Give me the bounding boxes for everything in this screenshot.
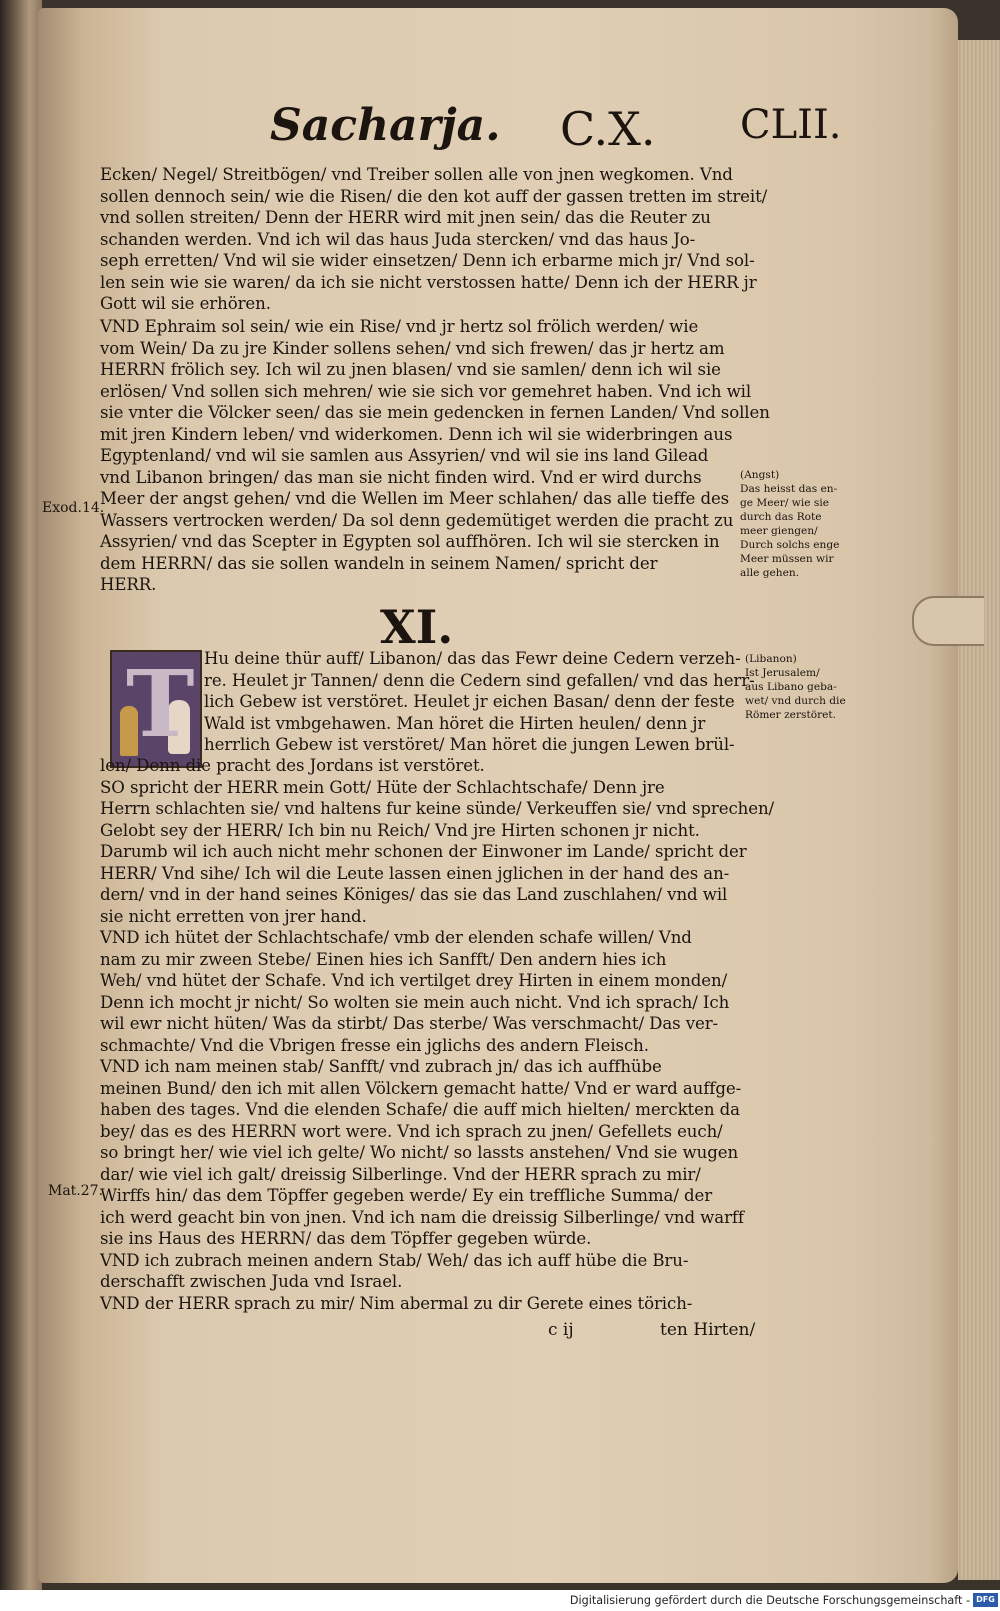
- text-line: Das heisst das en-: [740, 483, 838, 495]
- text-line: aus Libano geba-: [745, 681, 837, 693]
- text-block-c: [204, 648, 755, 756]
- dfg-logo: DFG: [973, 1593, 998, 1607]
- text-line: Weh/ vnd hütet der Schafe. Vnd ich vertilget drey Hirten in einem monden/: [100, 971, 728, 990]
- text-line: Wald ist vmbgehawen. Man höret die Hirten heulen/ denn jr: [204, 713, 706, 733]
- text-line: Denn ich mocht jr nicht/ So wolten sie mein auch nicht. Vnd ich sprach/ Ich: [100, 992, 730, 1012]
- text-line: dar/ wie viel ich galt/ dreissig Silberlinge. Vnd der HERR sprach zu mir/: [100, 1164, 701, 1184]
- text-line: Römer zerstöret.: [745, 709, 837, 721]
- text-line: nam zu mir zween Stebe/ Einen hies ich Sanfft/ Den andern hies ich: [100, 949, 667, 969]
- facing-page-edge: [0, 0, 42, 1590]
- text-line: Ist Jerusalem/: [745, 667, 820, 679]
- text-line: HERRN frölich sey. Ich wil zu jnen blasen/ vnd sie samlen/ denn ich wil sie: [100, 360, 721, 379]
- text-line: Meer müssen wir: [740, 553, 834, 565]
- text-line: sie vnter die Völcker seen/ das sie mein gedencken in fernen Landen/ Vnd sollen: [100, 403, 770, 422]
- margin-gloss-libanon: [745, 652, 846, 722]
- text-line: wil ewr nicht hüten/ Was da stirbt/ Das sterbe/ Was verschmacht/ Das ver-: [100, 1014, 719, 1033]
- text-line: erlösen/ Vnd sollen sich mehren/ wie sie sich vor gemehret haben. Vnd ich wil: [100, 381, 752, 401]
- text-line: VND der HERR sprach zu mir/ Nim abermal zu dir Gerete eines törich-: [100, 1293, 693, 1313]
- footer-bar: [0, 1590, 1000, 1611]
- margin-gloss-angst: [740, 468, 839, 580]
- text-line: alle gehen.: [740, 567, 800, 579]
- text-line: SO spricht der HERR mein Gott/ Hüte der Schlachtschafe/ Denn jre: [100, 777, 665, 797]
- running-head: [270, 100, 850, 170]
- text-line: Durch solchs enge: [740, 539, 840, 551]
- text-line: Darumb wil ich auch nicht mehr schonen der Einwoner im Lande/ spricht der: [100, 842, 747, 861]
- thumb-tab: [912, 596, 984, 646]
- text-line: schmachte/ Vnd die Vbrigen fresse ein jglichs des andern Fleisch.: [100, 1035, 649, 1055]
- running-head-book: Sacharja.: [270, 100, 501, 151]
- text-line: sie ins Haus des HERRN/ das dem Töpffer gegeben würde.: [100, 1229, 592, 1248]
- text-line: Wassers vertrocken werden/ Da sol denn gedemütiget werden die pracht zu: [100, 510, 734, 530]
- text-line: vom Wein/ Da zu jre Kinder sollens sehen/ vnd sich frewen/ das jr hertz am: [100, 338, 725, 358]
- running-head-chapter: C.X.: [560, 102, 656, 156]
- text-line: wet/ vnd durch die: [745, 695, 846, 707]
- text-line: VND ich hütet der Schlachtschafe/ vmb der elenden schafe willen/ Vnd: [100, 928, 692, 947]
- margin-reference-exod: Exod.14.: [42, 500, 105, 516]
- margin-reference-mat: Mat.27.: [48, 1183, 104, 1199]
- text-line: HERR/ Vnd sihe/ Ich wil die Leute lassen einen jglichen in der hand des an-: [100, 863, 730, 883]
- text-line: ich werd geacht bin von jnen. Vnd ich nam die dreissig Silberlinge/ vnd warff: [100, 1207, 744, 1227]
- text-line: VND ich zubrach meinen andern Stab/ Weh/ das ich auff hübe die Bru-: [100, 1250, 689, 1270]
- text-line: vnd Libanon bringen/ das man sie nicht finden wird. Vnd er wird durchs: [100, 467, 702, 487]
- text-line: derschafft zwischen Juda vnd Israel.: [100, 1272, 403, 1291]
- text-line: lich Gebew ist verstöret. Heulet jr eichen Basan/ denn der feste: [204, 692, 735, 711]
- text-line: re. Heulet jr Tannen/ denn die Cedern sind gefallen/ vnd das herr-: [204, 670, 755, 690]
- text-line: seph erretten/ Vnd wil sie wider einsetzen/ Denn ich erbarme mich jr/ Vnd sol-: [100, 251, 755, 270]
- text-line: Wirffs hin/ das dem Töpffer gegeben werde/ Ey ein treffliche Summa/ der: [100, 1186, 713, 1205]
- text-line: Ecken/ Negel/ Streitbögen/ vnd Treiber sollen alle von jnen wegkomen. Vnd: [100, 165, 733, 184]
- text-line: bey/ das es des HERRN wort were. Vnd ich sprach zu jnen/ Gefellets euch/: [100, 1121, 723, 1141]
- signature-mark: c ij: [548, 1320, 574, 1340]
- text-line: Meer der angst gehen/ vnd die Wellen im Meer schlahen/ das alle tieffe des: [100, 489, 730, 508]
- text-line: Gott wil sie erhören.: [100, 294, 271, 313]
- text-line: Gelobt sey der HERR/ Ich bin nu Reich/ Vnd jre Hirten schonen jr nicht.: [100, 820, 700, 840]
- text-line: sollen dennoch sein/ wie die Risen/ die den kot auff der gassen tretten im streit/: [100, 186, 768, 206]
- text-line: herrlich Gebew ist verstöret/ Man höret die jungen Lewen brül-: [204, 735, 735, 754]
- text-line: Hu deine thür auff/ Libanon/ das das Fewr deine Cedern verzeh-: [204, 649, 741, 668]
- text-line: dem HERRN/ das sie sollen wandeln in seinem Namen/ spricht der: [100, 553, 658, 573]
- text-line: VND Ephraim sol sein/ wie ein Rise/ vnd jr hertz sol frölich werden/ wie: [100, 317, 699, 336]
- text-line: vnd sollen streiten/ Denn der HERR wird mit jnen sein/ das die Reuter zu: [100, 208, 711, 227]
- text-block-b: [100, 316, 770, 596]
- text-block-a: [100, 164, 767, 315]
- text-line: dern/ vnd in der hand seines Königes/ das sie das Land zuschlahen/ vnd wil: [100, 885, 728, 904]
- text-line: HERR.: [100, 575, 157, 594]
- text-line: Egyptenland/ vnd wil sie samlen aus Assyrien/ vnd wil sie ins land Gilead: [100, 446, 709, 465]
- text-line: (Angst): [740, 469, 780, 481]
- text-line: durch das Rote: [740, 511, 822, 523]
- text-line: VND ich nam meinen stab/ Sanfft/ vnd zubrach jn/ das ich auffhübe: [100, 1057, 662, 1076]
- text-line: len/ Denn die pracht des Jordans ist verstöret.: [100, 756, 485, 775]
- text-line: meer giengen/: [740, 525, 818, 537]
- text-line: (Libanon): [745, 653, 797, 665]
- text-line: Assyrien/ vnd das Scepter in Egypten sol auffhören. Ich wil sie stercken in: [100, 532, 720, 551]
- folio-number: CLII.: [740, 102, 842, 148]
- text-line: haben des tages. Vnd die elenden Schafe/ die auff mich hielten/ merckten da: [100, 1100, 740, 1119]
- footer-credit: Digitalisierung gefördert durch die Deutsche Forschungsgemeinschaft -: [569, 1594, 970, 1607]
- text-line: Herrn schlachten sie/ vnd haltens fur keine sünde/ Verkeuffen sie/ vnd sprechen/: [100, 799, 775, 818]
- decorated-initial: [110, 650, 202, 768]
- text-line: so bringt her/ wie viel ich gelte/ Wo nicht/ so lassts anstehen/ Vnd sie wugen: [100, 1143, 739, 1162]
- text-block-d: [100, 755, 774, 1314]
- catchword: ten Hirten/: [660, 1320, 756, 1340]
- text-line: sie nicht erretten von jrer hand.: [100, 906, 367, 926]
- chapter-heading: XI.: [380, 600, 454, 654]
- text-line: len sein wie sie waren/ da ich sie nicht verstossen hatte/ Denn ich der HERR jr: [100, 272, 757, 292]
- text-line: mit jren Kindern leben/ vnd widerkomen. Denn ich wil sie widerbringen aus: [100, 424, 733, 444]
- initial-letter: T: [126, 650, 195, 758]
- text-line: ge Meer/ wie sie: [740, 497, 829, 509]
- text-line: schanden werden. Vnd ich wil das haus Juda stercken/ vnd das haus Jo-: [100, 229, 696, 249]
- page-stack-edge: [958, 40, 1000, 1580]
- text-line: meinen Bund/ den ich mit allen Völckern gemacht hatte/ Vnd er ward auffge-: [100, 1078, 742, 1098]
